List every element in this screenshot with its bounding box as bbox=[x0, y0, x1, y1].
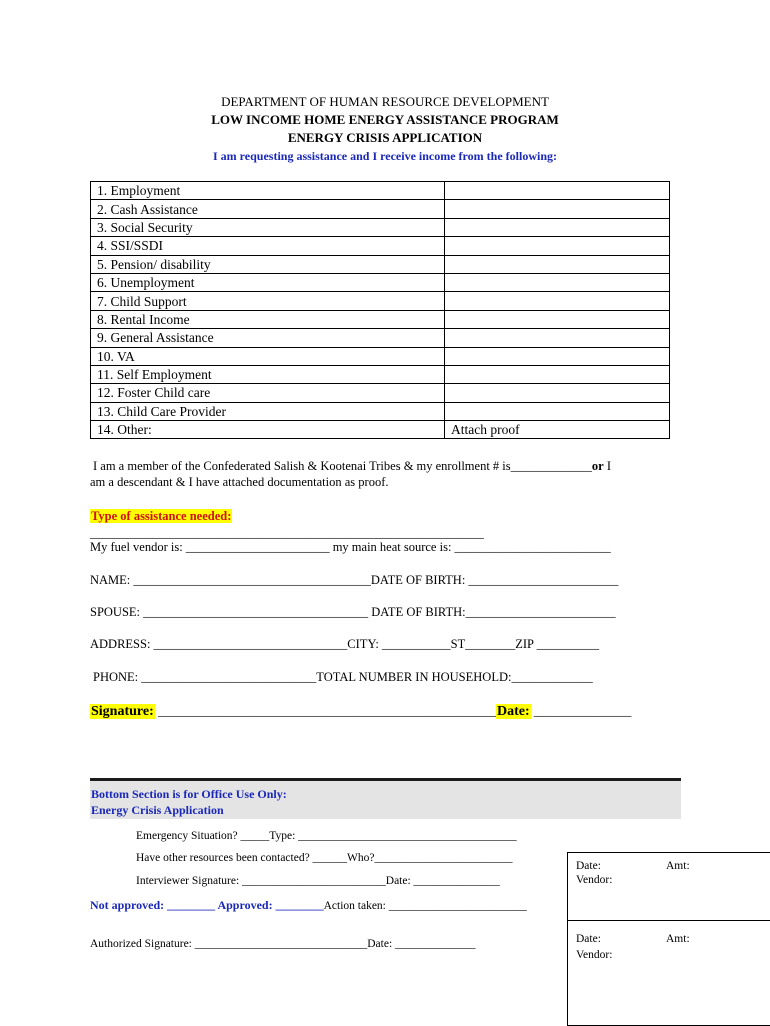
type-of-assistance-label bbox=[90, 507, 232, 525]
household-field[interactable]: :_____________ bbox=[507, 670, 593, 684]
income-source-proof-cell[interactable] bbox=[445, 365, 670, 383]
income-row bbox=[91, 255, 670, 273]
income-row bbox=[91, 200, 670, 218]
income-source-proof-cell[interactable] bbox=[445, 402, 670, 420]
income-sources-table bbox=[90, 181, 670, 439]
office-use-subtitle: Energy Crisis Application bbox=[91, 803, 224, 817]
income-source-proof-cell[interactable] bbox=[445, 200, 670, 218]
tribe-text-tail: I bbox=[603, 459, 611, 473]
income-source-label: 13. Child Care Provider bbox=[91, 402, 445, 420]
income-source-label: 1. Employment bbox=[91, 182, 445, 200]
income-row bbox=[91, 384, 670, 402]
income-source-label: 10. VA bbox=[91, 347, 445, 365]
income-source-label: 11. Self Employment bbox=[91, 365, 445, 383]
box-date-label-1: Date: bbox=[576, 860, 601, 872]
income-source-label: 5. Pension/ disability bbox=[91, 255, 445, 273]
phone-label: PHONE: bbox=[93, 670, 142, 684]
spouse-field[interactable]: SPOUSE: ____________________________________ DATE OF BIRTH:________________________ bbox=[90, 605, 616, 619]
household-label: TOTAL NUMBER IN HOUSEHOLD bbox=[316, 670, 508, 684]
box-vendor-label-2: Vendor: bbox=[576, 949, 613, 961]
income-source-proof-cell[interactable] bbox=[445, 255, 670, 273]
interviewer-signature-field[interactable]: Interviewer Signature: _________________________Date: _______________ bbox=[136, 875, 500, 887]
office-use-title: Bottom Section is for Office Use Only: bbox=[91, 787, 287, 801]
income-source-proof-cell[interactable] bbox=[445, 347, 670, 365]
income-source-proof-cell[interactable] bbox=[445, 384, 670, 402]
income-row bbox=[91, 347, 670, 365]
dept-title: DEPARTMENT OF HUMAN RESOURCE DEVELOPMENT bbox=[221, 94, 549, 109]
other-resources-field[interactable]: Have other resources been contacted? ______Who?________________________ bbox=[136, 852, 513, 864]
income-source-label: 9. General Assistance bbox=[91, 329, 445, 347]
not-approved-field[interactable]: Not approved: ________ bbox=[90, 898, 216, 912]
box-amt-label-2: Amt: bbox=[666, 933, 690, 945]
income-row bbox=[91, 421, 670, 439]
vendor-box-divider bbox=[567, 920, 770, 921]
income-source-proof-cell[interactable] bbox=[445, 218, 670, 236]
phone-field[interactable]: ____________________________ bbox=[141, 670, 317, 684]
income-source-proof-cell[interactable] bbox=[445, 273, 670, 291]
name-field[interactable]: NAME: ______________________________________DATE OF BIRTH: ________________________ bbox=[90, 573, 619, 587]
or-word: or bbox=[591, 459, 604, 473]
box-amt-label-1: Amt: bbox=[666, 860, 690, 872]
type-of-assistance-field[interactable]: _______________________________________________________________ bbox=[90, 526, 484, 540]
enrollment-number-blank[interactable]: _____________ bbox=[510, 459, 592, 473]
income-row bbox=[91, 218, 670, 236]
income-source-proof-cell[interactable] bbox=[445, 182, 670, 200]
income-row bbox=[91, 365, 670, 383]
approval-row bbox=[90, 898, 527, 913]
phone-household-row bbox=[93, 670, 593, 685]
income-row bbox=[91, 402, 670, 420]
income-source-proof-cell[interactable]: Attach proof bbox=[445, 421, 670, 439]
income-source-label: 2. Cash Assistance bbox=[91, 200, 445, 218]
income-row bbox=[91, 310, 670, 328]
income-source-proof-cell[interactable] bbox=[445, 292, 670, 310]
income-row bbox=[91, 273, 670, 291]
income-source-label: 14. Other: bbox=[91, 421, 445, 439]
emergency-situation-field[interactable]: Emergency Situation? _____Type: ______________________________________ bbox=[136, 830, 517, 842]
date-field[interactable]: _______________ bbox=[530, 703, 632, 718]
income-row bbox=[91, 292, 670, 310]
income-source-label: 6. Unemployment bbox=[91, 273, 445, 291]
descendant-text: am a descendant & I have attached documentation as proof. bbox=[90, 475, 389, 489]
income-source-label: 3. Social Security bbox=[91, 218, 445, 236]
income-request-text: I am requesting assistance and I receive income from the following: bbox=[213, 149, 557, 163]
fuel-vendor-field[interactable]: My fuel vendor is: _______________________ my main heat source is: _________________________ bbox=[90, 540, 611, 554]
date-label: Date: bbox=[497, 704, 530, 719]
signature-field[interactable]: ____________________________________________________ bbox=[154, 703, 496, 718]
income-source-label: 8. Rental Income bbox=[91, 310, 445, 328]
income-source-label: 7. Child Support bbox=[91, 292, 445, 310]
income-source-proof-cell[interactable] bbox=[445, 310, 670, 328]
type-of-assistance-text: Type of assistance needed: bbox=[91, 509, 232, 523]
tribe-text-line1: I am a member of the Confederated Salish & Kootenai Tribes & my enrollment # is bbox=[93, 459, 511, 473]
authorized-signature-field[interactable]: Authorized Signature: ______________________________Date: ______________ bbox=[90, 938, 476, 950]
income-row bbox=[91, 329, 670, 347]
income-row bbox=[91, 182, 670, 200]
box-date-label-2: Date: bbox=[576, 933, 601, 945]
box-vendor-label-1: Vendor: bbox=[576, 874, 613, 886]
signature-label: Signature: bbox=[91, 704, 154, 719]
signature-row bbox=[90, 703, 631, 720]
approved-field[interactable]: Approved: ________ bbox=[215, 898, 324, 912]
office-use-section-header bbox=[90, 778, 681, 819]
application-title: ENERGY CRISIS APPLICATION bbox=[287, 130, 483, 145]
tribe-membership-text bbox=[93, 458, 683, 474]
income-source-label: 4. SSI/SSDI bbox=[91, 237, 445, 255]
address-field[interactable]: ADDRESS: _______________________________CITY: ___________ST________ZIP __________ bbox=[90, 637, 600, 651]
action-taken-field[interactable]: Action taken: ________________________ bbox=[323, 900, 527, 912]
income-source-proof-cell[interactable] bbox=[445, 237, 670, 255]
income-row bbox=[91, 237, 670, 255]
income-source-label: 12. Foster Child care bbox=[91, 384, 445, 402]
income-source-proof-cell[interactable] bbox=[445, 329, 670, 347]
program-title: LOW INCOME HOME ENERGY ASSISTANCE PROGRAM bbox=[211, 112, 559, 127]
